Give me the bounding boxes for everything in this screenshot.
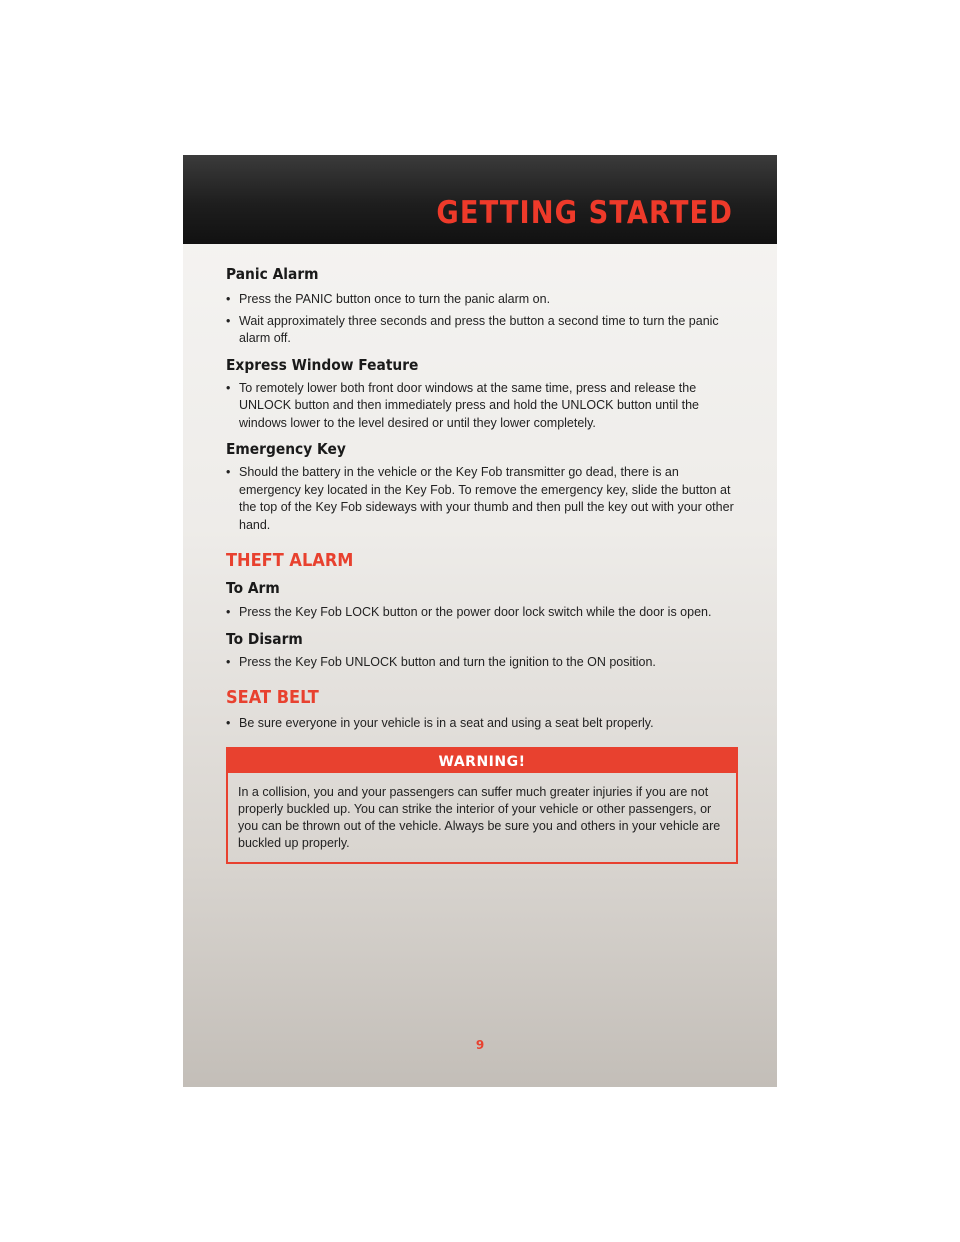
section-seat-belt (226, 687, 736, 733)
page-number: 9 (475, 1038, 485, 1052)
to-arm-heading: To Arm (226, 579, 280, 597)
warning-title: WARNING! (228, 749, 736, 773)
list-item: • Should the battery in the vehicle or the Key Fob transmitter go dead, there is an emergency key located in the Key Fob. To remove the emergency key, slide the button at the top of the Key Fob sideways with your thumb and then pull the key out with your other hand. (226, 464, 736, 534)
express-window-list (226, 380, 736, 433)
seat-belt-heading: SEAT BELT (226, 687, 319, 708)
page-content (226, 265, 736, 864)
manual-page (183, 155, 777, 1087)
panic-alarm-heading: Panic Alarm (226, 265, 319, 283)
seat-belt-list (226, 715, 736, 733)
warning-box (226, 747, 738, 864)
express-window-heading: Express Window Feature (226, 355, 419, 374)
to-disarm-list (226, 654, 736, 672)
section-express-window (226, 356, 736, 433)
list-item: • Press the Key Fob UNLOCK button and turn the ignition to the ON position. (226, 654, 736, 672)
section-panic-alarm (226, 265, 736, 348)
warning-text: In a collision, you and your passengers can suffer much greater injuries if you are not properly buckled up. You can strike the interior of your vehicle or other passengers, or you can be thrown out of the vehicle. Always be sure you and others in your vehicle are buckled up properly. (238, 784, 721, 850)
to-arm-list (226, 604, 736, 622)
theft-alarm-heading: THEFT ALARM (226, 550, 354, 571)
list-item: • Be sure everyone in your vehicle is in a seat and using a seat belt properly. (226, 715, 736, 733)
to-disarm-heading: To Disarm (226, 629, 303, 648)
emergency-key-heading: Emergency Key (226, 440, 346, 458)
panic-alarm-list (226, 291, 736, 348)
list-item: • Wait approximately three seconds and press the button a second time to turn the panic alarm off. (226, 313, 736, 348)
list-item: • To remotely lower both front door windows at the same time, press and release the UNLOCK button and then immediately press and hold the UNLOCK button until the windows lower to the level desired or until they lower completely. (226, 380, 736, 433)
section-emergency-key (226, 440, 736, 534)
emergency-key-list (226, 464, 736, 534)
section-theft-alarm (226, 550, 736, 671)
list-item: • Press the Key Fob LOCK button or the power door lock switch while the door is open. (226, 604, 736, 622)
header-title: GETTING STARTED (436, 195, 733, 231)
page-header (183, 155, 777, 244)
list-item: • Press the PANIC button once to turn the panic alarm on. (226, 291, 736, 309)
